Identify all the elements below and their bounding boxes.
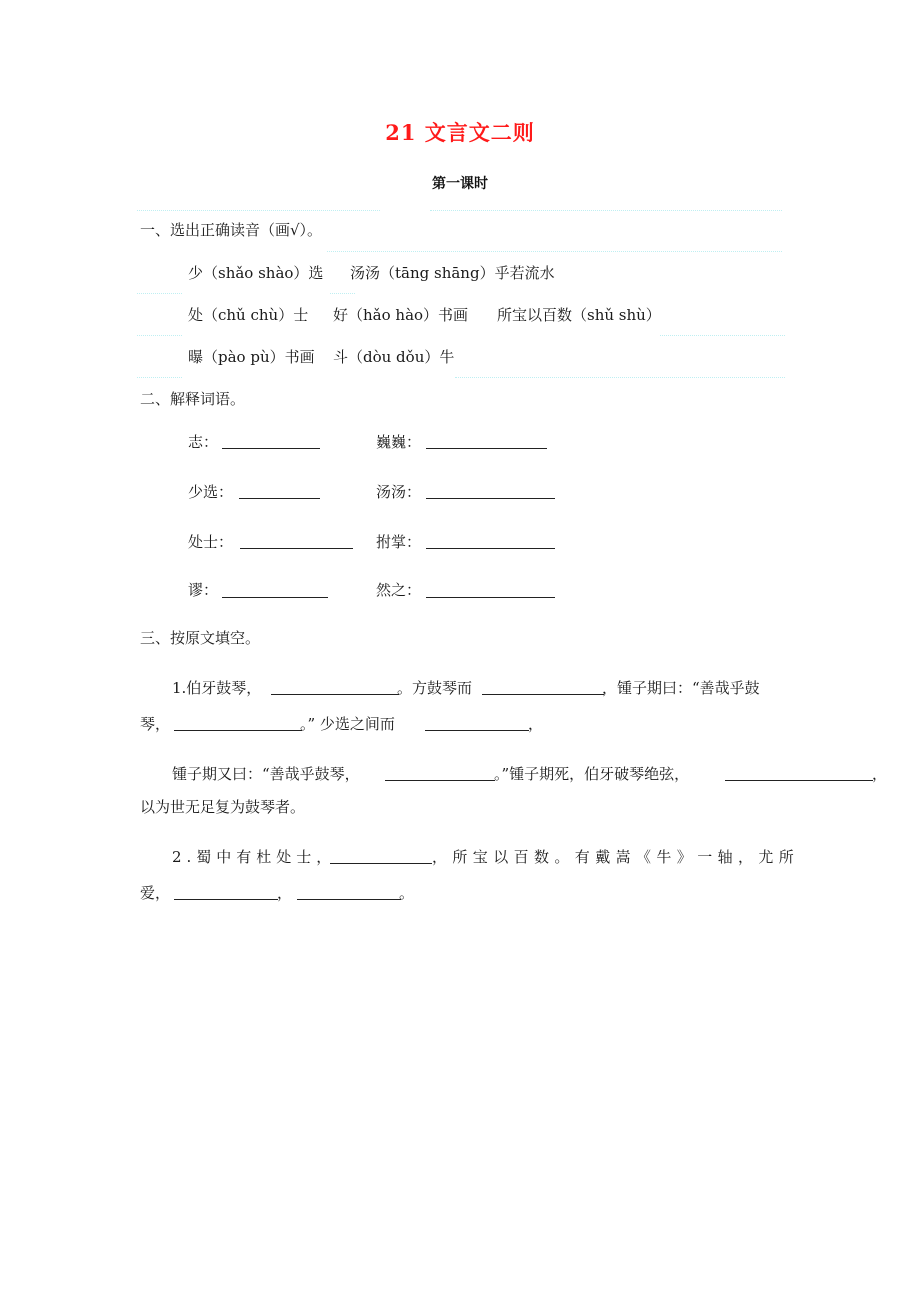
pinyin-choice[interactable]: 好（hǎo hào）书画: [333, 306, 469, 324]
term-label: 巍巍：: [376, 433, 422, 451]
q2-text: ，所宝以百数。有戴嵩《牛》一轴，尤所: [432, 848, 800, 866]
guide-line: [660, 335, 785, 336]
pinyin-choice[interactable]: 处（chǔ chù）士: [188, 306, 309, 324]
term-label: 汤汤：: [376, 483, 422, 501]
term-label: 志：: [188, 433, 219, 451]
answer-blank[interactable]: [240, 548, 353, 549]
q1-text: 。方鼓琴而: [397, 679, 473, 697]
guide-line: [330, 293, 355, 294]
section2-heading: 二、解释词语。: [140, 390, 246, 408]
q2-text: 爱，: [140, 884, 171, 902]
guide-line: [137, 293, 182, 294]
q1-text: ，: [528, 715, 544, 733]
term-label: 拊掌：: [376, 533, 422, 551]
pinyin-choice[interactable]: 所宝以百数（shǔ shù）: [497, 306, 661, 324]
fill-blank[interactable]: [271, 694, 399, 695]
fill-blank[interactable]: [425, 730, 529, 731]
fill-blank[interactable]: [725, 780, 873, 781]
q1-text: 锺子期又曰：“善哉乎鼓琴，: [172, 765, 360, 783]
fill-blank[interactable]: [330, 863, 432, 864]
q1-text: 。”锺子期死，伯牙破琴绝弦，: [494, 765, 690, 783]
guide-line: [137, 335, 182, 336]
answer-blank[interactable]: [426, 597, 555, 598]
section1-heading: 一、选出正确读音（画√）。: [140, 221, 323, 239]
pinyin-choice[interactable]: 曝（pào pù）书画: [188, 348, 315, 366]
guide-line: [455, 377, 785, 378]
q2-text: ，: [277, 884, 293, 902]
guide-line: [137, 377, 182, 378]
q1-text: 以为世无足复为鼓琴者。: [140, 798, 306, 816]
answer-blank[interactable]: [426, 448, 547, 449]
answer-blank[interactable]: [222, 448, 320, 449]
guide-line: [137, 210, 380, 211]
fill-blank[interactable]: [385, 780, 495, 781]
term-label: 少选：: [188, 483, 234, 501]
term-label: 谬：: [188, 581, 219, 599]
fill-blank[interactable]: [174, 730, 302, 731]
q1-text: ，锺子期曰：“善哉乎鼓: [602, 679, 760, 697]
term-label: 处士：: [188, 533, 234, 551]
q1-text: ，: [872, 765, 888, 783]
section3-heading: 三、按原文填空。: [140, 629, 261, 647]
answer-blank[interactable]: [426, 548, 555, 549]
document-title: 21 文言文二则: [385, 120, 535, 145]
fill-blank[interactable]: [174, 899, 278, 900]
fill-blank[interactable]: [482, 694, 604, 695]
fill-blank[interactable]: [297, 899, 401, 900]
q2-text: 2.蜀中有杜处士，: [172, 848, 337, 866]
answer-blank[interactable]: [426, 498, 555, 499]
answer-blank[interactable]: [222, 597, 328, 598]
q1-text: 琴，: [140, 715, 171, 733]
guide-line: [327, 251, 782, 252]
document-subtitle: 第一课时: [432, 176, 488, 192]
guide-line: [430, 210, 782, 211]
pinyin-choice[interactable]: 汤汤（tāng shāng）乎若流水: [350, 264, 555, 282]
pinyin-choice[interactable]: 少（shǎo shào）选: [188, 264, 324, 282]
q1-text: 1.伯牙鼓琴，: [172, 679, 262, 697]
term-label: 然之：: [376, 581, 422, 599]
q2-text: 。: [399, 884, 415, 902]
pinyin-choice[interactable]: 斗（dòu dǒu）牛: [333, 348, 455, 366]
q1-text: 。” 少选之间而: [300, 715, 395, 733]
answer-blank[interactable]: [239, 498, 320, 499]
